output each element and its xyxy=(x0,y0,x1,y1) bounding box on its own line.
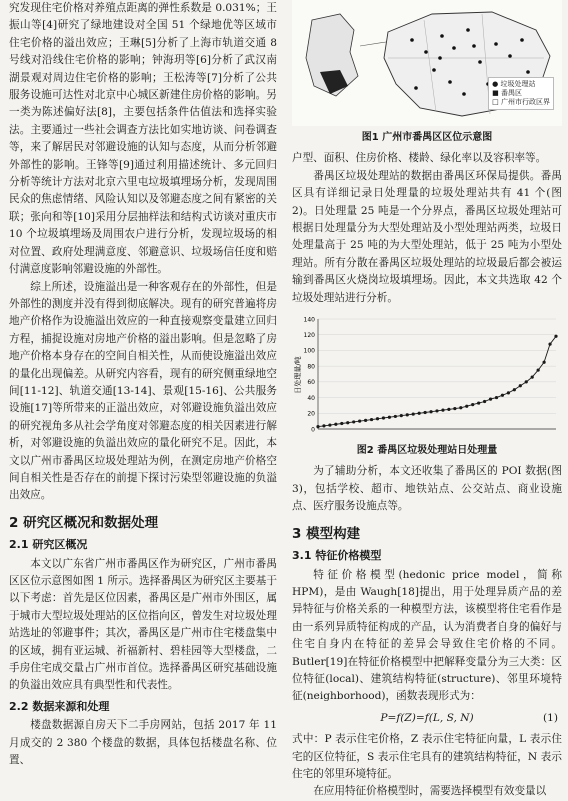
paragraph-left-3: 本文以广东省广州市番禺区作为研究区，广州市番禺区区位示意图如图 1 所示。选择番禺区为研究区主要基于以下考虑：首先是区位因素，番禺区是广州市外围区，属于城市大型垃圾处理站的区位指向区，曾发生对垃圾处理站选址的邻避事件；其次，番禺区是广州市住宅楼盘集中的区域，拥有亚运城、祈福新村、碧桂园等大型楼盘，二手房住宅成交量占广州市首位。选择番禺区研究基础设施的负溢出效应具有典型性和代表性。 xyxy=(9,557,277,692)
figure-2-caption: 图2 番禺区垃圾处理站日处理量 xyxy=(356,445,498,457)
legend-item-district: ■ 番禺区 xyxy=(492,89,522,97)
chart-data-point xyxy=(382,416,385,419)
chart-data-point xyxy=(453,407,456,410)
chart-data-point xyxy=(412,413,415,416)
waste-station-dot xyxy=(462,92,466,96)
legend-item-boundary: □ 广州市行政区界 xyxy=(492,98,550,106)
section-2-2-heading: 2.2 数据来源和处理 xyxy=(9,699,110,713)
chart-data-point xyxy=(471,403,474,406)
chart-data-point xyxy=(316,425,319,428)
chart-data-point xyxy=(364,419,367,422)
chart-data-point xyxy=(328,424,331,427)
equation-1-number: (1) xyxy=(542,711,558,724)
equation-1 xyxy=(292,710,562,727)
chart-data-point xyxy=(447,408,450,411)
chart-y-tick-label: 80 xyxy=(307,363,315,371)
waste-station-dot xyxy=(414,86,418,90)
figure-2-chart xyxy=(292,311,562,439)
right-column xyxy=(292,0,562,801)
waste-station-dot xyxy=(508,54,512,58)
paragraph-left-1: 究发现住宅价格对养殖点距离的弹性系数是 0.031%；王振山等[4]研究了绿地建设对全国 51 个绿地优等区域市住宅价格的溢出效应；王琳[5]分析了上海市轨道交通 8 号线对沿线住宅价格的影响；钟海玥等[6]分析了武汉南湖景观对周边住宅价格的影响；王松涛等[7]分析了公共服务设施可达性对北京中心城区新建住房价格的影响。另一类为陈述偏好法[8]，主要包括条件估值法和选择实验法。主要通过一些社会调查方法比如实地访谈、问卷调查等，来了解居民对邻避设施的认知与态度，从而分析邻避外部性的影响。王锋等[9]通过利用描述统计、多元回归分析等统计方法对北京六里屯垃圾填埋场分析，发现周围民众的焦虑情绪、风险认知以及邻避态度之间有紧密的关联；张向和等[10]采用分层抽样法和结构式访谈对重庆市 10 个垃圾填埋场及周围农户进行分析，发现垃圾场的相对位置、政府处理满意度、邻避意识、垃圾场信任度和赔付满意度影响邻避设施的外部性。 xyxy=(9,2,277,276)
waste-station-dot xyxy=(452,46,456,50)
chart-data-point xyxy=(429,410,432,413)
waste-station-dot xyxy=(466,28,470,32)
chart-data-point xyxy=(435,409,438,412)
chart-data-point xyxy=(489,398,492,401)
chart-y-tick-label: 40 xyxy=(307,394,315,402)
chart-data-point xyxy=(340,422,343,425)
chart-data-point xyxy=(465,405,468,408)
chart-data-point xyxy=(424,411,427,414)
paragraph-right-a: 户型、面积、住房价格、楼龄、绿化率以及容积率等。 xyxy=(292,152,547,165)
chart-y-axis-label: 日处理量/吨 xyxy=(294,356,302,394)
chart-y-tick-label: 140 xyxy=(303,316,315,324)
waste-station-dot xyxy=(440,34,444,38)
chart-y-tick-label: 60 xyxy=(307,379,315,387)
chart-data-point xyxy=(495,396,498,399)
chart-data-point xyxy=(358,420,361,423)
waste-station-dot xyxy=(526,70,530,74)
chart-data-point xyxy=(501,394,504,397)
paragraph-left-2: 综上所述，设施溢出是一种客观存在的外部性，但是外部性的测度并没有得到彻底解决。现有的研究普遍将房地产价格作为设施溢出效应的一种直接观察变量建立回归方程，捕捉设施对房地产价格的溢出影响。但是忽略了房地产价格本身存在的空间自相关性，从而使设施溢出效应的量化出现偏差。从研究内容看，现有的研究侧重绿地空间[11-12]、轨道交通[13-14]、景观[15-16]、公共服务设施[17]等所带来的正溢出效应，对邻避设施负溢出效应的研究视角多从社会学角度对邻避态度的相关因素进行解析，对邻避设施的负溢出效应的量化研究不足。因此，本文以广州市番禺区垃圾处理站为例，在测定房地产价格空间自相关性是否存在的前提下探讨污染型邻避设施的负溢出效应。 xyxy=(9,280,277,502)
chart-data-point xyxy=(394,415,397,418)
waste-station-dot xyxy=(432,68,436,72)
paragraph-right-f: 在应用特征价格模型时，需要选择模型有效变量以 xyxy=(313,785,547,798)
chart-data-point xyxy=(322,424,325,427)
figure-1-map xyxy=(292,0,562,126)
chart-data-point xyxy=(418,412,421,415)
chart-y-tick-label: 0 xyxy=(311,426,315,434)
chart-y-tick-label: 120 xyxy=(303,332,315,340)
section-3-heading: 3 模型构建 xyxy=(292,525,361,542)
chart-data-point xyxy=(352,420,355,423)
chart-data-point xyxy=(519,384,522,387)
paragraph-right-c: 为了辅助分析，本文还收集了番禺区的 POI 数据(图 3)，包括学校、超市、地铁站点、公交站点、商业设施点、医疗服务设施点等。 xyxy=(292,465,562,513)
chart-data-point xyxy=(376,417,379,420)
equation-1-expression: P=f(Z)=f(L, S, N) xyxy=(380,711,474,724)
chart-data-point xyxy=(406,413,409,416)
chart-data-point xyxy=(507,391,510,394)
legend-item-station: ● 垃圾处理站 xyxy=(492,80,536,88)
chart-data-point xyxy=(334,423,337,426)
chart-data-point xyxy=(483,400,486,403)
section-3-1-heading: 3.1 特征价格模型 xyxy=(292,549,382,563)
paragraph-right-b: 番禺区垃圾处理站的数据由番禺区环保局提供。番禺区具有详细记录日处理量的垃圾处理站共有 41 个(图 2)。日处理量 25 吨是一个分界点，番禺区垃圾处理站可根据日处理量分为大型处理站及小型处理站两类，垃圾日处理量高于 25 吨的为大型处理站，低于 25 吨为小型处理站。所有分散在番禺区垃圾处理站的垃圾最后都会被运输到番禺区火烧岗垃圾填埋场。因此，本文共选取 42 个垃圾处理站进行分析。 xyxy=(292,169,562,304)
waste-station-dot xyxy=(424,50,428,54)
left-column xyxy=(9,0,277,769)
chart-data-point xyxy=(531,376,534,379)
chart-data-point xyxy=(525,380,528,383)
map-legend xyxy=(488,77,554,110)
waste-station-dot xyxy=(494,42,498,46)
chart-data-point xyxy=(548,343,551,346)
waste-station-dot xyxy=(438,56,442,60)
paragraph-left-4: 楼盘数据源自房天下二手房网站，包括 2017 年 11 月成交的 2 380 个楼盘的数据，具体包括楼盘名称、位置、 xyxy=(9,719,277,767)
waste-station-dot xyxy=(472,44,476,48)
figure-1-caption: 图1 广州市番禺区区位示意图 xyxy=(361,132,493,143)
chart-data-point xyxy=(543,361,546,364)
paragraph-right-d: 特征价格模型(hedonic price model，简称 HPM)，是由 Waugh[18]提出，用于处理异质产品的差异特征与价格关系的一种模型方法，该模型将住宅看作是由一系列异质特征构成的产品，认为消费者自身的偏好与住宅自身内在特征的差异会导致住宅价格的不同。Butler[19]在特征价格模型中把解释变量分为三大类：区位特征(local)、建筑结构特征(structure)、邻里环境特征(neighborhood)，函数表现形式为： xyxy=(292,568,562,703)
chart-y-tick-label: 100 xyxy=(303,347,315,355)
chart-data-point xyxy=(400,414,403,417)
chart-data-point xyxy=(441,409,444,412)
chart-y-tick-label: 20 xyxy=(307,410,315,418)
chart-data-point xyxy=(554,335,557,338)
paragraph-right-e: 式中：P 表示住宅价格，Z 表示住宅特征向量，L 表示住宅的区位特征，S 表示住宅具有的建筑结构特征，N 表示住宅的邻里环境特征。 xyxy=(292,733,562,780)
chart-data-point xyxy=(459,406,462,409)
waste-station-dot xyxy=(448,80,452,84)
waste-station-dot xyxy=(478,60,482,64)
chart-data-point xyxy=(513,388,516,391)
waste-station-dot xyxy=(410,38,414,42)
chart-data-point xyxy=(346,421,349,424)
daily-volume-chart xyxy=(292,311,562,439)
section-2-1-heading: 2.1 研究区概况 xyxy=(9,538,88,552)
section-2-heading: 2 研究区概况和数据处理 xyxy=(9,514,159,531)
chart-data-point xyxy=(477,402,480,405)
waste-station-dot xyxy=(520,38,524,42)
chart-data-point xyxy=(537,369,540,372)
chart-data-point xyxy=(388,416,391,419)
chart-data-point xyxy=(370,418,373,421)
